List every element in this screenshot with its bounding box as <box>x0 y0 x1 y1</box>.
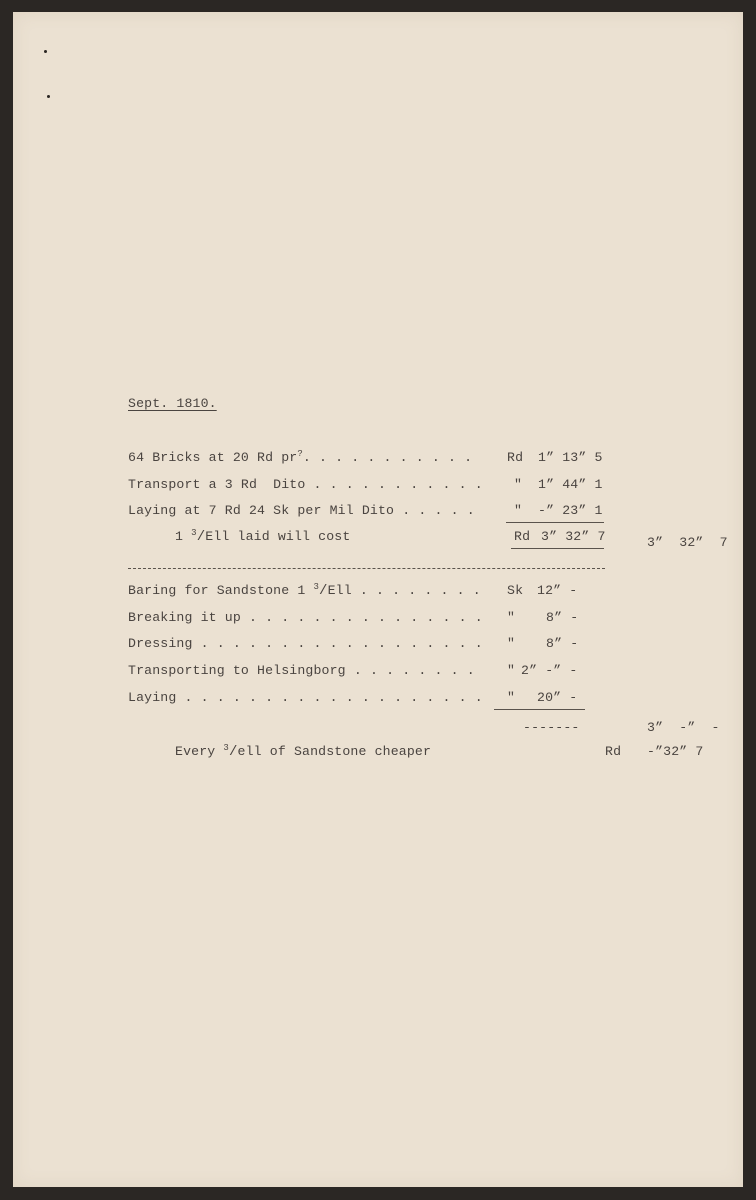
paper-speck <box>47 95 50 98</box>
cheaper-unit: Rd <box>605 744 622 759</box>
transporting-row-amount: 2” -” - <box>521 663 578 678</box>
laying-row-label: Laying at 7 Rd 24 Sk per Mil Dito . . . . . <box>128 503 475 518</box>
dressing-row-label: Dressing . . . . . . . . . . . . . . . . . . <box>128 636 483 651</box>
transporting-row-label: Transporting to Helsingborg . . . . . . . . <box>128 663 475 678</box>
bricks-total-label: 1 $^3$/Ell laid will cost <box>175 528 351 545</box>
baring-row-amount: 12” - <box>537 583 578 598</box>
laying-row-amount: -” 23” 1 <box>538 503 603 518</box>
cheaper-label: Every $^3$/ell of Sandstone cheaper <box>175 743 432 760</box>
baring-row-label: Baring for Sandstone 1 $^3$/Ell . . . . . . . . <box>128 582 481 599</box>
bricks-row-label: 64 Bricks at 20 Rd pr?. . . . . . . . . . . <box>128 449 473 465</box>
laying-row-unit: " <box>514 503 523 518</box>
sandstone-dashes: ------- <box>523 720 580 735</box>
laying-sandstone-row-amount: 20” - <box>537 690 578 705</box>
document-page <box>13 12 743 1187</box>
transport-row-label: Transport a 3 Rd Dito . . . . . . . . . . . <box>128 477 483 492</box>
document-date: Sept. 1810. <box>128 396 217 411</box>
breaking-row-amount: 8” - <box>546 610 579 625</box>
sandstone-underline <box>494 709 585 710</box>
transport-row-unit: " <box>514 477 523 492</box>
transport-row-amount: 1” 44” 1 <box>538 477 603 492</box>
bricks-underline <box>506 522 604 523</box>
transporting-row-unit: " <box>507 663 516 678</box>
sandstone-subtotal: 3” -” - <box>647 720 720 735</box>
breaking-row-label: Breaking it up . . . . . . . . . . . . . . . <box>128 610 483 625</box>
bricks-total-amount: 3” 32” 7 <box>541 529 606 544</box>
bricks-row-amount: 1” 13” 5 <box>538 450 603 465</box>
bricks-carry-amount: 3” 32” 7 <box>647 535 728 550</box>
bricks-total-underline <box>511 548 604 549</box>
section-separator <box>128 568 605 569</box>
bricks-row-unit: Rd <box>507 450 524 465</box>
baring-row-unit: Sk <box>507 583 524 598</box>
laying-sandstone-row-unit: " <box>507 690 516 705</box>
bricks-total-unit: Rd <box>514 529 531 544</box>
dressing-row-unit: " <box>507 636 516 651</box>
paper-speck <box>44 50 47 53</box>
cheaper-amount: -”32” 7 <box>647 744 704 759</box>
dressing-row-amount: 8” - <box>546 636 579 651</box>
breaking-row-unit: " <box>507 610 516 625</box>
laying-sandstone-row-label: Laying . . . . . . . . . . . . . . . . . . . <box>128 690 483 705</box>
query-mark: ? <box>297 449 303 459</box>
